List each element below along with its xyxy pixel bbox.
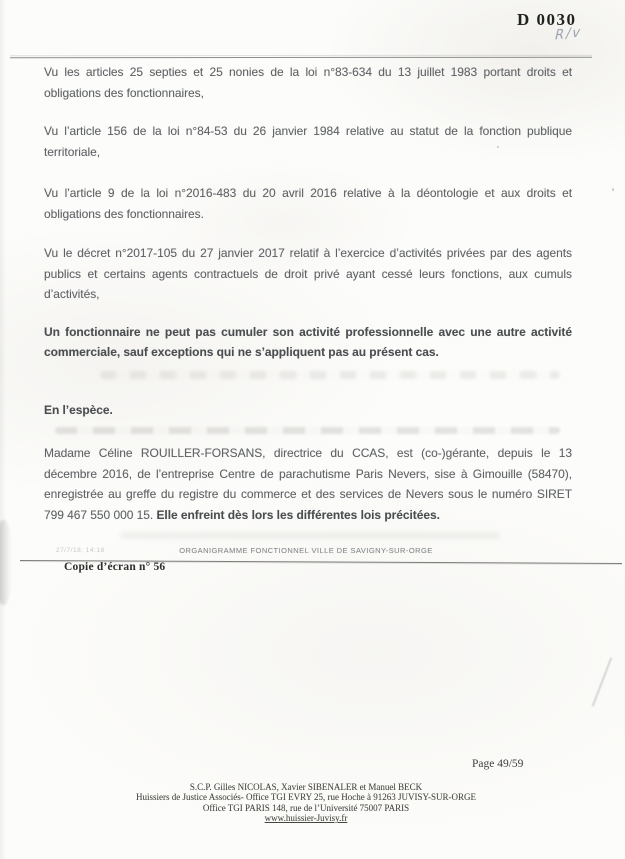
paragraph-rule-statement: Un fonctionnaire ne peut pas cumuler son activité professionnelle avec une autre activité commerciale, sauf exceptions qui ne s’appliquent pas au présent cas.	[44, 324, 572, 359]
handwritten-annotation: R/v	[554, 25, 583, 44]
page-number: Page 49/59	[472, 758, 524, 770]
case-facts-text: Madame Céline ROUILLER-FORSANS, directrice du CCAS, est (co-)gérante, depuis le 13 décembre 2016, de l’entreprise Centre de parachutisme Paris Nevers, sise à Gimouille (58470), enregistrée au greffe du registre du commerce et des services de Nevers sous le numéro SIRET 799 467 550 000 15.	[44, 446, 572, 522]
scan-edge-shadow	[0, 0, 6, 859]
footer-firm-name: S.C.P. Gilles NICOLAS, Xavier SIBENALER et Manuel BECK	[189, 782, 423, 792]
case-facts-conclusion: Elle enfreint dès lors les différentes lois précitées.	[156, 507, 440, 522]
scan-noise-dot	[612, 188, 614, 191]
paragraph-vu-decret-2017: Vu le décret n°2017-105 du 27 janvier 2017 relatif à l’exercice d’activités privées par des agents publics et certains agents contractuels de droit privé ayant cessé leurs fonctions, aux cumuls d’activités,	[44, 246, 572, 301]
document-body	[44, 58, 572, 525]
paragraph-case-facts	[44, 443, 572, 525]
scan-edge-blob	[0, 520, 12, 605]
bailiff-footer	[0, 782, 612, 824]
screenshot-source-title: ORGANIGRAMME FONCTIONNEL VILLE DE SAVIGNY-SUR-ORGE	[179, 546, 433, 555]
footer-office-evry: Huissiers de Justice Associés- Office TGI EVRY 25, rue Hoche à 91263 JUVISY-SUR-ORGE	[135, 792, 477, 803]
scan-smudge-band	[120, 532, 500, 539]
paragraph-vu-article-2016: Vu l’article 9 de la loi n°2016-483 du 20 avril 2016 relative à la déontologie et aux droits et obligations des fonctionnaires.	[44, 186, 572, 221]
pencil-mark	[592, 657, 613, 706]
paragraph-en-lespece: En l’espèce.	[44, 402, 113, 417]
document-stamp: D 0030	[517, 10, 577, 29]
screenshot-caption-label: Copie d’écran n° 56	[64, 561, 166, 573]
paragraph-vu-article-1984: Vu l’article 156 de la loi n°84-53 du 26 janvier 1984 relative au statut de la fonction publique territoriale,	[44, 124, 572, 159]
paragraph-vu-articles-1983: Vu les articles 25 septies et 25 nonies de la loi n°83-634 du 13 juillet 1983 portant droits et obligations des fonctionnaires,	[44, 65, 572, 100]
footer-website: www.huissier-Juvisy.fr	[264, 813, 348, 824]
footer-office-paris: Office TGI PARIS 148, rue de l’Université 75007 PARIS	[202, 802, 410, 813]
print-timestamp: 27/7/18, 14:18	[56, 547, 105, 554]
